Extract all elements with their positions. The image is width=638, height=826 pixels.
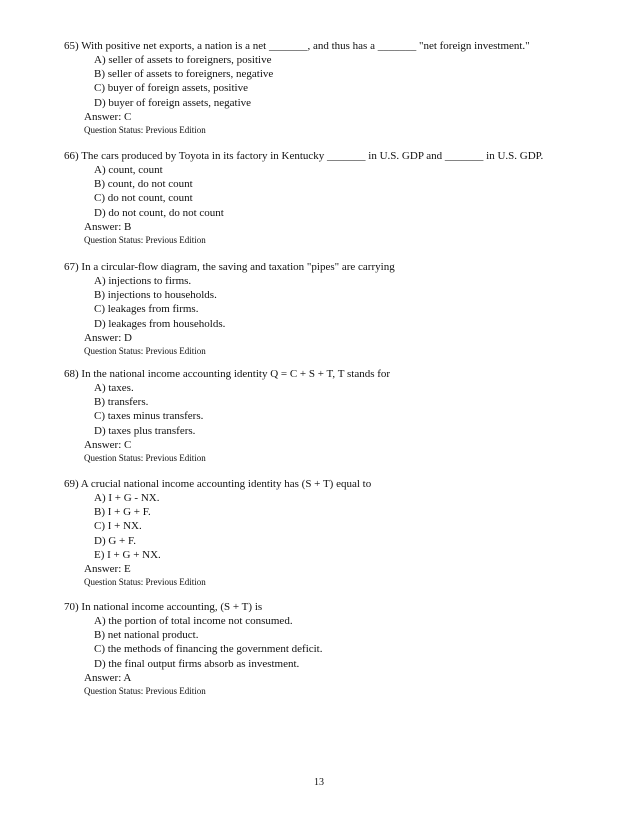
question-text: 66) The cars produced by Toyota in its factory in Kentucky _______ in U.S. GDP and _______ in U.S. GDP. (64, 150, 544, 162)
question-status: Question Status: Previous Edition (84, 234, 206, 245)
question-status: Question Status: Previous Edition (84, 452, 206, 463)
options-list (64, 163, 584, 220)
option-a: A) seller of assets to foreigners, positive (94, 54, 272, 66)
question-68 (64, 367, 584, 465)
option-d: D) do not count, do not count (94, 206, 224, 219)
answer-line: Answer: C (84, 110, 132, 123)
option-a: A) injections to firms. (94, 275, 192, 287)
question-status: Question Status: Previous Edition (84, 577, 206, 588)
option-c: C) the methods of financing the government deficit. (94, 643, 323, 656)
answer-line: Answer: D (84, 331, 132, 344)
option-b: B) seller of assets to foreigners, negative (94, 68, 274, 81)
question-text: 70) In national income accounting, (S + T) is (64, 601, 263, 613)
option-c: C) buyer of foreign assets, positive (94, 82, 248, 95)
question-70 (64, 600, 584, 698)
options-list (64, 491, 584, 562)
question-69 (64, 477, 584, 589)
option-d: D) leakages from households. (94, 317, 226, 330)
option-d: D) G + F. (94, 534, 136, 547)
option-b: B) net national product. (94, 629, 199, 642)
answer-line: Answer: B (84, 220, 132, 233)
page-number: 13 (314, 777, 324, 788)
question-text: 65) With positive net exports, a nation is a net _______, and thus has a _______ "net foreign investment." (64, 40, 530, 52)
option-c: C) do not count, count (94, 192, 193, 205)
option-b: B) injections to households. (94, 289, 217, 302)
options-list (64, 53, 584, 110)
question-status: Question Status: Previous Edition (84, 685, 206, 696)
option-a: A) I + G - NX. (94, 492, 160, 504)
option-b: B) count, do not count (94, 178, 193, 191)
question-status: Question Status: Previous Edition (84, 345, 206, 356)
options-list (64, 614, 584, 671)
options-list (64, 381, 584, 438)
option-a: A) the portion of total income not consumed. (94, 615, 293, 627)
answer-line: Answer: A (84, 671, 132, 684)
options-list (64, 274, 584, 331)
option-b: B) transfers. (94, 396, 149, 409)
option-c: C) taxes minus transfers. (94, 410, 204, 423)
question-65 (64, 39, 584, 137)
question-text: 69) A crucial national income accounting identity has (S + T) equal to (64, 478, 372, 490)
answer-line: Answer: C (84, 438, 132, 451)
option-b: B) I + G + F. (94, 506, 151, 519)
option-d: D) the final output firms absorb as investment. (94, 657, 300, 670)
question-67 (64, 260, 584, 358)
option-a: A) count, count (94, 164, 163, 176)
option-c: C) I + NX. (94, 520, 142, 533)
option-d: D) taxes plus transfers. (94, 424, 196, 437)
option-a: A) taxes. (94, 382, 134, 394)
question-text: 68) In the national income accounting identity Q = C + S + T, T stands for (64, 368, 391, 380)
option-d: D) buyer of foreign assets, negative (94, 96, 252, 109)
question-66 (64, 149, 584, 247)
question-status: Question Status: Previous Edition (84, 124, 206, 135)
question-text: 67) In a circular-flow diagram, the saving and taxation "pipes" are carrying (64, 261, 395, 273)
option-e: E) I + G + NX. (94, 548, 161, 561)
answer-line: Answer: E (84, 563, 131, 576)
option-c: C) leakages from firms. (94, 303, 199, 316)
